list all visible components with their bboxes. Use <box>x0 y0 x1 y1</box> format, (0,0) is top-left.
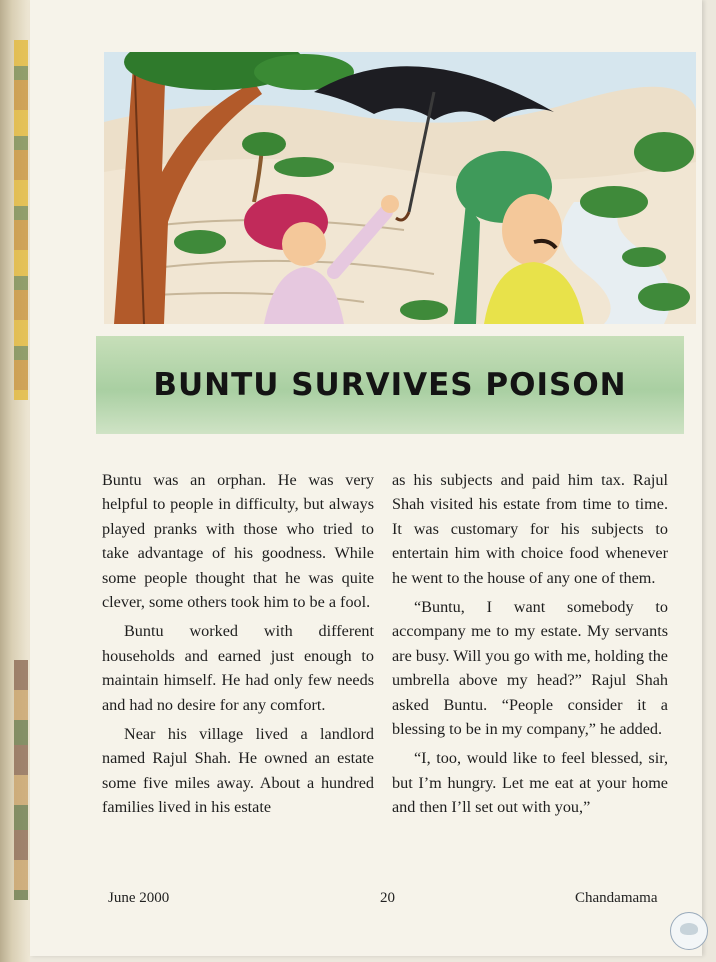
left-column <box>102 468 374 825</box>
previous-page-edge <box>14 40 28 400</box>
previous-page-edge-lower <box>14 660 28 900</box>
page-number: 20 <box>380 890 395 906</box>
story-illustration <box>104 52 696 324</box>
publisher-logo-icon <box>670 912 708 950</box>
magazine-name: Chandamama <box>575 890 658 906</box>
paragraph: as his subjects and paid him tax. Rajul Shah visited his estate from time to time. It was customary for his subjects to entertain him with choice food whenever he went to the house of any one of them. <box>392 471 668 587</box>
right-column <box>392 468 668 825</box>
paragraph: Buntu worked with different households and earned just enough to maintain himself. He had only few needs and had no desire for any comfort. <box>102 622 374 714</box>
paragraph: Near his village lived a landlord named Rajul Shah. He owned an estate some five miles away. About a hundred families lived in his estate <box>102 725 374 817</box>
paragraph: “Buntu, I want somebody to accompany me to my estate. My servants are busy. Will you go with me, holding the umbrella above my head?” Rajul Shah asked Buntu. “People consider it a blessing to be in my company,” he added. <box>392 598 668 739</box>
paragraph: “I, too, would like to feel blessed, sir, but I’m hungry. Let me eat at your home and then I’ll set out with you,” <box>392 749 668 817</box>
title-banner <box>96 336 684 434</box>
story-title: BUNTU SURVIVES POISON <box>153 367 627 403</box>
page-spine <box>0 0 30 962</box>
paragraph: Buntu was an orphan. He was very helpful to people in difficulty, but always played pranks with those who tried to take advantage of his goodness. While some people thought that he was quite clever, some others took him to be a fool. <box>102 471 374 612</box>
magazine-page <box>30 0 702 956</box>
footer-date: June 2000 <box>108 890 170 906</box>
